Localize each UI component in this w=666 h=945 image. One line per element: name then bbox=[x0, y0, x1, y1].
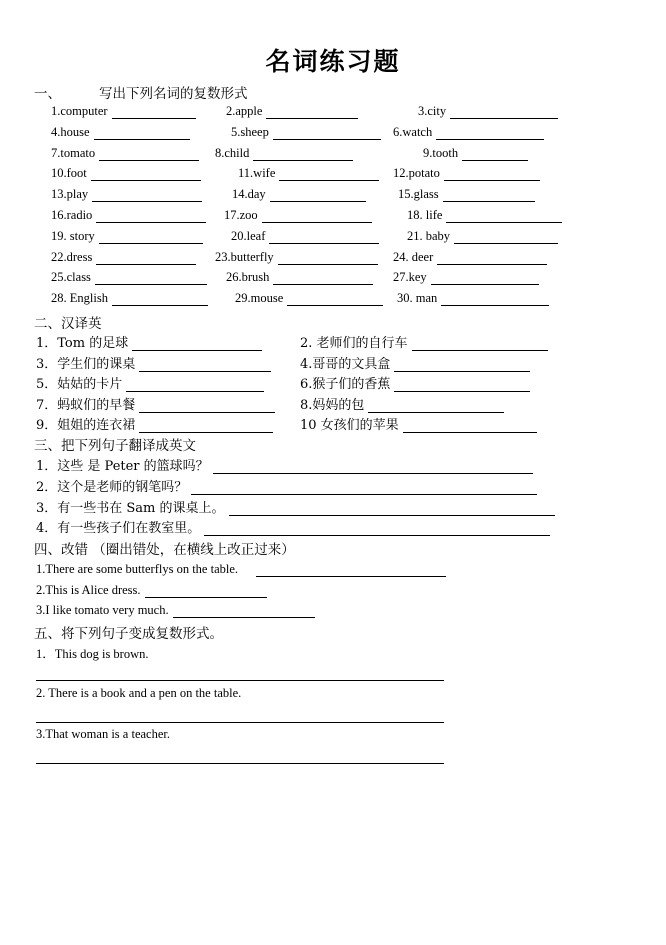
translate-phrase-7 bbox=[36, 394, 275, 413]
plural-item-3 bbox=[418, 104, 558, 119]
plural-item-4 bbox=[51, 125, 190, 140]
plural-item-27 bbox=[393, 270, 539, 285]
plural-item-23-label: 23.butterfly bbox=[215, 249, 274, 264]
plural-item-14-answer-blank[interactable] bbox=[270, 187, 366, 202]
plural-item-24-label: 24. deer bbox=[393, 249, 434, 264]
section3-heading: 三、把下列句子翻译成英文 bbox=[34, 438, 196, 454]
translate-phrase-7-answer-blank[interactable] bbox=[139, 398, 275, 413]
plural-item-24 bbox=[393, 250, 547, 265]
translate-phrase-1-label: 1．Tom 的足球 bbox=[36, 336, 129, 351]
section2-heading: 二、汉译英 bbox=[34, 316, 102, 332]
plural-item-16-answer-blank[interactable] bbox=[96, 208, 206, 223]
plural-item-29 bbox=[235, 291, 383, 306]
plural-item-3-answer-blank[interactable] bbox=[450, 104, 558, 119]
plural-item-25-label: 25.class bbox=[51, 270, 91, 285]
plural-item-28-answer-blank[interactable] bbox=[112, 291, 208, 306]
plural-item-24-answer-blank[interactable] bbox=[437, 250, 547, 265]
plural-item-19-answer-blank[interactable] bbox=[99, 229, 203, 244]
plural-item-5-label: 5.sheep bbox=[231, 124, 269, 139]
translate-phrase-8 bbox=[300, 394, 504, 413]
plural-item-1-label: 1.computer bbox=[51, 104, 108, 118]
plural-item-12 bbox=[393, 166, 540, 181]
translate-phrase-5 bbox=[36, 373, 264, 392]
plural-item-1 bbox=[51, 104, 196, 119]
translate-sentence-2 bbox=[36, 476, 537, 495]
plural-item-30-answer-blank[interactable] bbox=[441, 291, 549, 306]
plural-item-7-answer-blank[interactable] bbox=[99, 146, 199, 161]
plural-item-8 bbox=[215, 146, 353, 161]
plural-item-6-label: 6.watch bbox=[393, 124, 433, 139]
plural-item-1-answer-blank[interactable] bbox=[112, 104, 196, 119]
plural-item-5-answer-blank[interactable] bbox=[273, 125, 381, 140]
section1-heading-text: 写出下列名词的复数形式 bbox=[99, 86, 248, 102]
plural-sentence-1-label: 1．This dog is brown. bbox=[36, 647, 149, 661]
translate-phrase-2-label: 2. 老师们的自行车 bbox=[300, 336, 408, 351]
translate-phrase-3 bbox=[36, 353, 271, 372]
translate-phrase-3-label: 3．学生们的课桌 bbox=[36, 356, 136, 372]
plural-item-22-answer-blank[interactable] bbox=[96, 250, 196, 265]
plural-item-6 bbox=[393, 125, 544, 140]
plural-item-27-answer-blank[interactable] bbox=[431, 270, 539, 285]
plural-item-9 bbox=[423, 146, 528, 161]
correction-sentence-3-answer-blank[interactable] bbox=[173, 603, 315, 618]
correction-sentence-1-label: 1.There are some butterflys on the table. bbox=[36, 562, 239, 576]
translate-sentence-1-label: 1．这些 是 Peter 的篮球吗？ bbox=[36, 459, 209, 474]
translate-phrase-2 bbox=[300, 332, 548, 351]
plural-item-13 bbox=[51, 187, 202, 202]
plural-item-9-label: 9.tooth bbox=[423, 145, 459, 160]
correction-sentence-2-answer-blank[interactable] bbox=[145, 583, 267, 598]
translate-phrase-4-answer-blank[interactable] bbox=[394, 357, 530, 372]
translate-phrase-9-answer-blank[interactable] bbox=[139, 418, 273, 433]
plural-item-18-answer-blank[interactable] bbox=[446, 208, 562, 223]
section5-heading: 五、将下列句子变成复数形式。 bbox=[34, 626, 223, 642]
plural-item-2-label: 2.apple bbox=[226, 104, 263, 118]
plural-item-2 bbox=[226, 104, 358, 119]
plural-item-18 bbox=[407, 208, 562, 223]
plural-item-9-answer-blank[interactable] bbox=[462, 146, 528, 161]
plural-item-19 bbox=[51, 229, 203, 244]
translate-phrase-10-answer-blank[interactable] bbox=[403, 418, 537, 433]
translate-sentence-3-label: 3．有一些书在 Sam 的课桌上。 bbox=[36, 500, 225, 516]
plural-item-6-answer-blank[interactable] bbox=[436, 125, 544, 140]
plural-sentence-2-label: 2. There is a book and a pen on the table. bbox=[36, 685, 242, 700]
plural-item-3-label: 3.city bbox=[418, 104, 447, 118]
plural-item-26 bbox=[226, 270, 373, 285]
translate-sentence-4-answer-blank[interactable] bbox=[204, 521, 550, 536]
translate-sentence-3 bbox=[36, 497, 555, 516]
correction-sentence-2-label: 2.This is Alice dress. bbox=[36, 582, 141, 597]
translate-phrase-4 bbox=[300, 353, 530, 372]
plural-item-21-answer-blank[interactable] bbox=[454, 229, 558, 244]
translate-phrase-4-label: 4.哥哥的文具盒 bbox=[300, 356, 391, 372]
translate-phrase-6 bbox=[300, 373, 530, 392]
correction-sentence-3 bbox=[36, 603, 315, 618]
plural-sentence-2 bbox=[36, 686, 241, 701]
page-title: 名词练习题 bbox=[265, 47, 401, 76]
translate-phrase-3-answer-blank[interactable] bbox=[139, 357, 271, 372]
plural-item-13-label: 13.play bbox=[51, 187, 89, 202]
plural-item-10 bbox=[51, 166, 201, 181]
plural-item-28-label: 28. English bbox=[51, 291, 108, 306]
translate-phrase-1-answer-blank[interactable] bbox=[132, 336, 262, 351]
translate-phrase-9-label: 9．姐姐的连衣裙 bbox=[36, 418, 136, 434]
translate-phrase-8-label: 8.妈妈的包 bbox=[300, 397, 365, 413]
plural-item-17-answer-blank[interactable] bbox=[262, 208, 372, 223]
translate-phrase-7-label: 7．蚂蚁们的早餐 bbox=[36, 397, 136, 413]
plural-item-4-label: 4.house bbox=[51, 124, 90, 139]
plural-item-18-label: 18. life bbox=[407, 208, 443, 222]
plural-item-26-label: 26.brush bbox=[226, 270, 270, 285]
plural-item-28 bbox=[51, 291, 208, 306]
translate-sentence-1-answer-blank[interactable] bbox=[213, 459, 533, 474]
plural-item-2-answer-blank[interactable] bbox=[266, 104, 358, 119]
section1-heading bbox=[34, 82, 248, 102]
plural-sentence-1-answer-line[interactable] bbox=[36, 680, 444, 681]
plural-item-17 bbox=[224, 208, 372, 223]
translate-phrase-6-answer-blank[interactable] bbox=[394, 377, 530, 392]
plural-item-20-answer-blank[interactable] bbox=[269, 229, 379, 244]
translate-phrase-2-answer-blank[interactable] bbox=[412, 336, 548, 351]
translate-phrase-1 bbox=[36, 332, 262, 351]
plural-item-4-answer-blank[interactable] bbox=[94, 125, 190, 140]
plural-item-8-label: 8.child bbox=[215, 145, 250, 160]
plural-item-23 bbox=[215, 250, 378, 265]
plural-item-7 bbox=[51, 146, 199, 161]
plural-item-21-label: 21. baby bbox=[407, 228, 451, 243]
plural-item-21 bbox=[407, 229, 558, 244]
plural-item-22 bbox=[51, 250, 196, 265]
plural-item-19-label: 19. story bbox=[51, 228, 95, 243]
plural-item-23-answer-blank[interactable] bbox=[278, 250, 378, 265]
plural-item-22-label: 22.dress bbox=[51, 249, 93, 264]
translate-sentence-2-answer-blank[interactable] bbox=[191, 480, 537, 495]
plural-item-5 bbox=[231, 125, 381, 140]
plural-item-7-label: 7.tomato bbox=[51, 145, 96, 160]
plural-item-11-answer-blank[interactable] bbox=[279, 166, 379, 181]
plural-item-14-label: 14.day bbox=[232, 187, 266, 202]
plural-item-15-label: 15.glass bbox=[398, 187, 439, 202]
plural-item-25 bbox=[51, 270, 207, 285]
correction-sentence-1-answer-blank[interactable] bbox=[256, 562, 446, 577]
plural-sentence-1 bbox=[36, 644, 149, 662]
correction-sentence-2 bbox=[36, 583, 267, 598]
plural-item-11 bbox=[238, 166, 379, 181]
translate-phrase-10-label: 10 女孩们的苹果 bbox=[300, 418, 399, 434]
translate-phrase-6-label: 6.猴子们的香蕉 bbox=[300, 377, 391, 393]
plural-item-13-answer-blank[interactable] bbox=[92, 187, 202, 202]
plural-item-30-label: 30. man bbox=[397, 291, 438, 306]
translate-sentence-2-label: 2．这个是老师的钢笔吗？ bbox=[36, 479, 188, 495]
section4-heading: 四、改错 （圈出错处，在横线上改正过来） bbox=[34, 542, 295, 558]
plural-item-20-label: 20.leaf bbox=[231, 228, 266, 243]
plural-item-20 bbox=[231, 229, 379, 244]
plural-item-29-label: 29.mouse bbox=[235, 291, 284, 306]
plural-sentence-2-answer-line[interactable] bbox=[36, 722, 444, 723]
translate-phrase-5-label: 5．姑姑的卡片 bbox=[36, 377, 123, 393]
plural-item-29-answer-blank[interactable] bbox=[287, 291, 383, 306]
plural-sentence-3 bbox=[36, 727, 170, 742]
plural-item-25-answer-blank[interactable] bbox=[95, 270, 207, 285]
translate-sentence-3-answer-blank[interactable] bbox=[229, 501, 555, 516]
plural-item-11-label: 11.wife bbox=[238, 166, 276, 181]
translate-phrase-10 bbox=[300, 414, 537, 433]
plural-item-17-label: 17.zoo bbox=[224, 208, 258, 222]
plural-item-12-answer-blank[interactable] bbox=[444, 166, 540, 181]
plural-item-15 bbox=[398, 187, 535, 202]
plural-sentence-3-label: 3.That woman is a teacher. bbox=[36, 727, 170, 741]
correction-sentence-3-label: 3.I like tomato very much. bbox=[36, 603, 169, 617]
section1-heading-num: 一、 bbox=[34, 86, 61, 102]
translate-phrase-5-answer-blank[interactable] bbox=[126, 377, 264, 392]
translate-phrase-9 bbox=[36, 414, 273, 433]
plural-sentence-3-answer-line[interactable] bbox=[36, 763, 444, 764]
translate-sentence-4 bbox=[36, 517, 550, 536]
plural-item-12-label: 12.potato bbox=[393, 166, 440, 181]
translate-sentence-1 bbox=[36, 455, 533, 474]
plural-item-16-label: 16.radio bbox=[51, 208, 93, 222]
plural-item-14 bbox=[232, 187, 366, 202]
plural-item-8-answer-blank[interactable] bbox=[253, 146, 353, 161]
plural-item-16 bbox=[51, 208, 206, 223]
plural-item-30 bbox=[397, 291, 549, 306]
translate-sentence-4-label: 4．有一些孩子们在教室里。 bbox=[36, 521, 201, 537]
plural-item-27-label: 27.key bbox=[393, 270, 427, 285]
plural-item-15-answer-blank[interactable] bbox=[443, 187, 535, 202]
plural-item-26-answer-blank[interactable] bbox=[273, 270, 373, 285]
plural-item-10-answer-blank[interactable] bbox=[91, 166, 201, 181]
translate-phrase-8-answer-blank[interactable] bbox=[368, 398, 504, 413]
plural-item-10-label: 10.foot bbox=[51, 166, 87, 181]
correction-sentence-1 bbox=[36, 562, 446, 577]
